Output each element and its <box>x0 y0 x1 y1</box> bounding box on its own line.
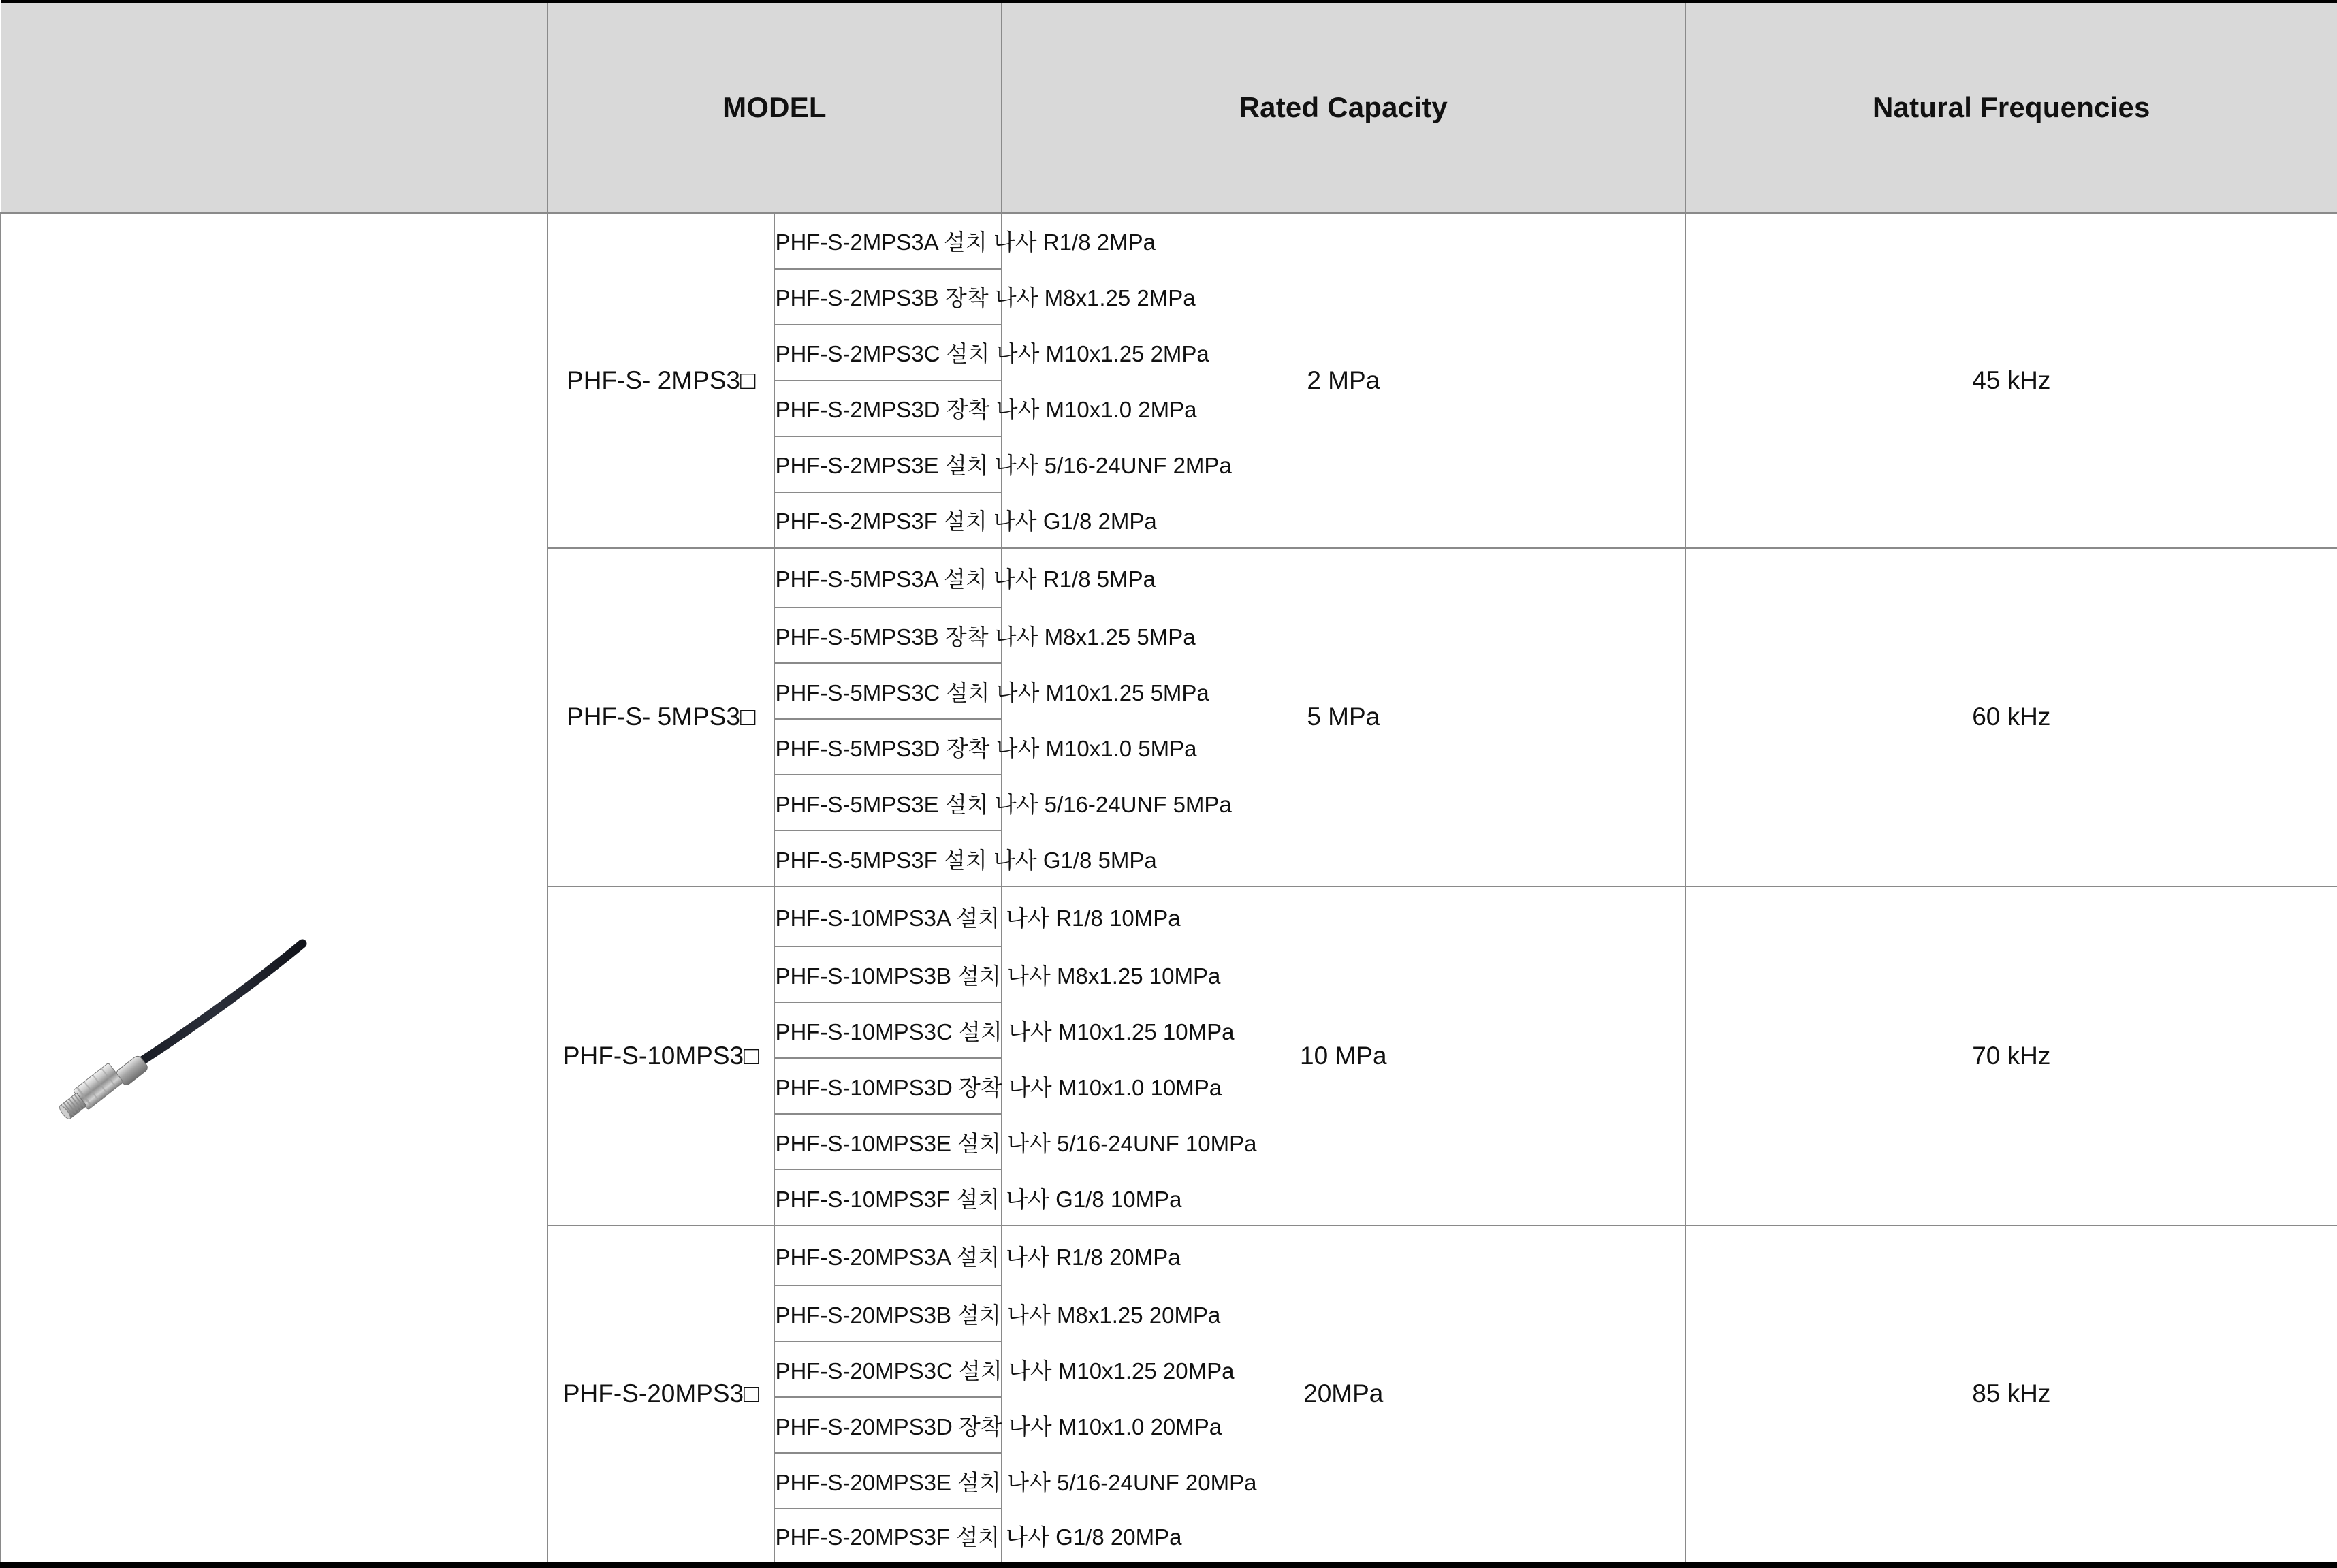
rated-capacity-cell: 5 MPa <box>1002 548 1685 887</box>
model-variant-cell: PHF-S-5MPS3F 설치 나사 G1/8 5MPa <box>774 831 1002 886</box>
model-family-cell <box>547 1226 775 1565</box>
model-family-cell <box>547 213 775 548</box>
model-variant-cell: PHF-S-5MPS3E 설치 나사 5/16-24UNF 5MPa <box>774 775 1002 831</box>
natural-frequency-cell: 70 kHz <box>1685 886 2337 1226</box>
model-variant-cell: PHF-S-2MPS3A 설치 나사 R1/8 2MPa <box>774 213 1002 269</box>
table-row <box>1 213 2337 269</box>
model-family-cell <box>547 548 775 887</box>
model-family-label: PHF-S-20MPS3□ <box>562 1379 759 1408</box>
rated-capacity-cell: 20MPa <box>1002 1226 1685 1565</box>
model-family-label: PHF-S-10MPS3□ <box>562 1042 759 1070</box>
model-variant-cell: PHF-S-2MPS3B 장착 나사 M8x1.25 2MPa <box>774 269 1002 325</box>
model-variant-cell: PHF-S-2MPS3C 설치 나사 M10x1.25 2MPa <box>774 325 1002 381</box>
model-variant-cell: PHF-S-10MPS3A 설치 나사 R1/8 10MPa <box>774 886 1002 946</box>
model-variant-cell: PHF-S-10MPS3F 설치 나사 G1/8 10MPa <box>774 1170 1002 1226</box>
model-family-cell <box>547 886 775 1226</box>
model-variant-cell: PHF-S-5MPS3D 장착 나사 M10x1.0 5MPa <box>774 719 1002 775</box>
model-family-label: PHF-S- 5MPS3□ <box>567 703 756 731</box>
header-model: MODEL <box>547 2 1002 213</box>
sensor-image-wrap <box>1 214 547 1562</box>
table-body <box>1 213 2337 1565</box>
table-header <box>1 2 2337 213</box>
model-variant-cell: PHF-S-20MPS3C 설치 나사 M10x1.25 20MPa <box>774 1341 1002 1397</box>
natural-frequency-cell: 85 kHz <box>1685 1226 2337 1565</box>
model-variant-cell: PHF-S-10MPS3C 설치 나사 M10x1.25 10MPa <box>774 1002 1002 1058</box>
model-family-label: PHF-S- 2MPS3□ <box>567 366 756 394</box>
model-variant-cell: PHF-S-5MPS3B 장착 나사 M8x1.25 5MPa <box>774 607 1002 663</box>
rated-capacity-cell: 10 MPa <box>1002 886 1685 1226</box>
model-variant-cell: PHF-S-10MPS3D 장착 나사 M10x1.0 10MPa <box>774 1058 1002 1114</box>
header-natural-frequencies: Natural Frequencies <box>1685 2 2337 213</box>
model-variant-cell: PHF-S-5MPS3C 설치 나사 M10x1.25 5MPa <box>774 663 1002 719</box>
model-variant-cell: PHF-S-2MPS3D 장착 나사 M10x1.0 2MPa <box>774 381 1002 436</box>
model-variant-cell: PHF-S-10MPS3B 설치 나사 M8x1.25 10MPa <box>774 946 1002 1002</box>
header-image-blank <box>1 2 547 213</box>
natural-frequency-cell: 60 kHz <box>1685 548 2337 887</box>
pressure-sensor-photo <box>49 935 321 1160</box>
model-variant-cell: PHF-S-2MPS3F 설치 나사 G1/8 2MPa <box>774 492 1002 548</box>
table-header-row <box>1 2 2337 213</box>
model-variant-cell: PHF-S-2MPS3E 설치 나사 5/16-24UNF 2MPa <box>774 436 1002 492</box>
model-variant-cell: PHF-S-5MPS3A 설치 나사 R1/8 5MPa <box>774 548 1002 608</box>
header-rated-capacity: Rated Capacity <box>1002 2 1685 213</box>
rated-capacity-cell: 2 MPa <box>1002 213 1685 548</box>
model-variant-cell: PHF-S-20MPS3F 설치 나사 G1/8 20MPa <box>774 1509 1002 1565</box>
model-variant-cell: PHF-S-20MPS3E 설치 나사 5/16-24UNF 20MPa <box>774 1453 1002 1509</box>
product-image-cell <box>1 213 547 1565</box>
model-variant-cell: PHF-S-20MPS3A 설치 나사 R1/8 20MPa <box>774 1226 1002 1285</box>
model-variant-cell: PHF-S-10MPS3E 설치 나사 5/16-24UNF 10MPa <box>774 1114 1002 1170</box>
model-variant-cell: PHF-S-20MPS3D 장착 나사 M10x1.0 20MPa <box>774 1397 1002 1453</box>
natural-frequency-cell: 45 kHz <box>1685 213 2337 548</box>
model-variant-cell: PHF-S-20MPS3B 설치 나사 M8x1.25 20MPa <box>774 1285 1002 1341</box>
